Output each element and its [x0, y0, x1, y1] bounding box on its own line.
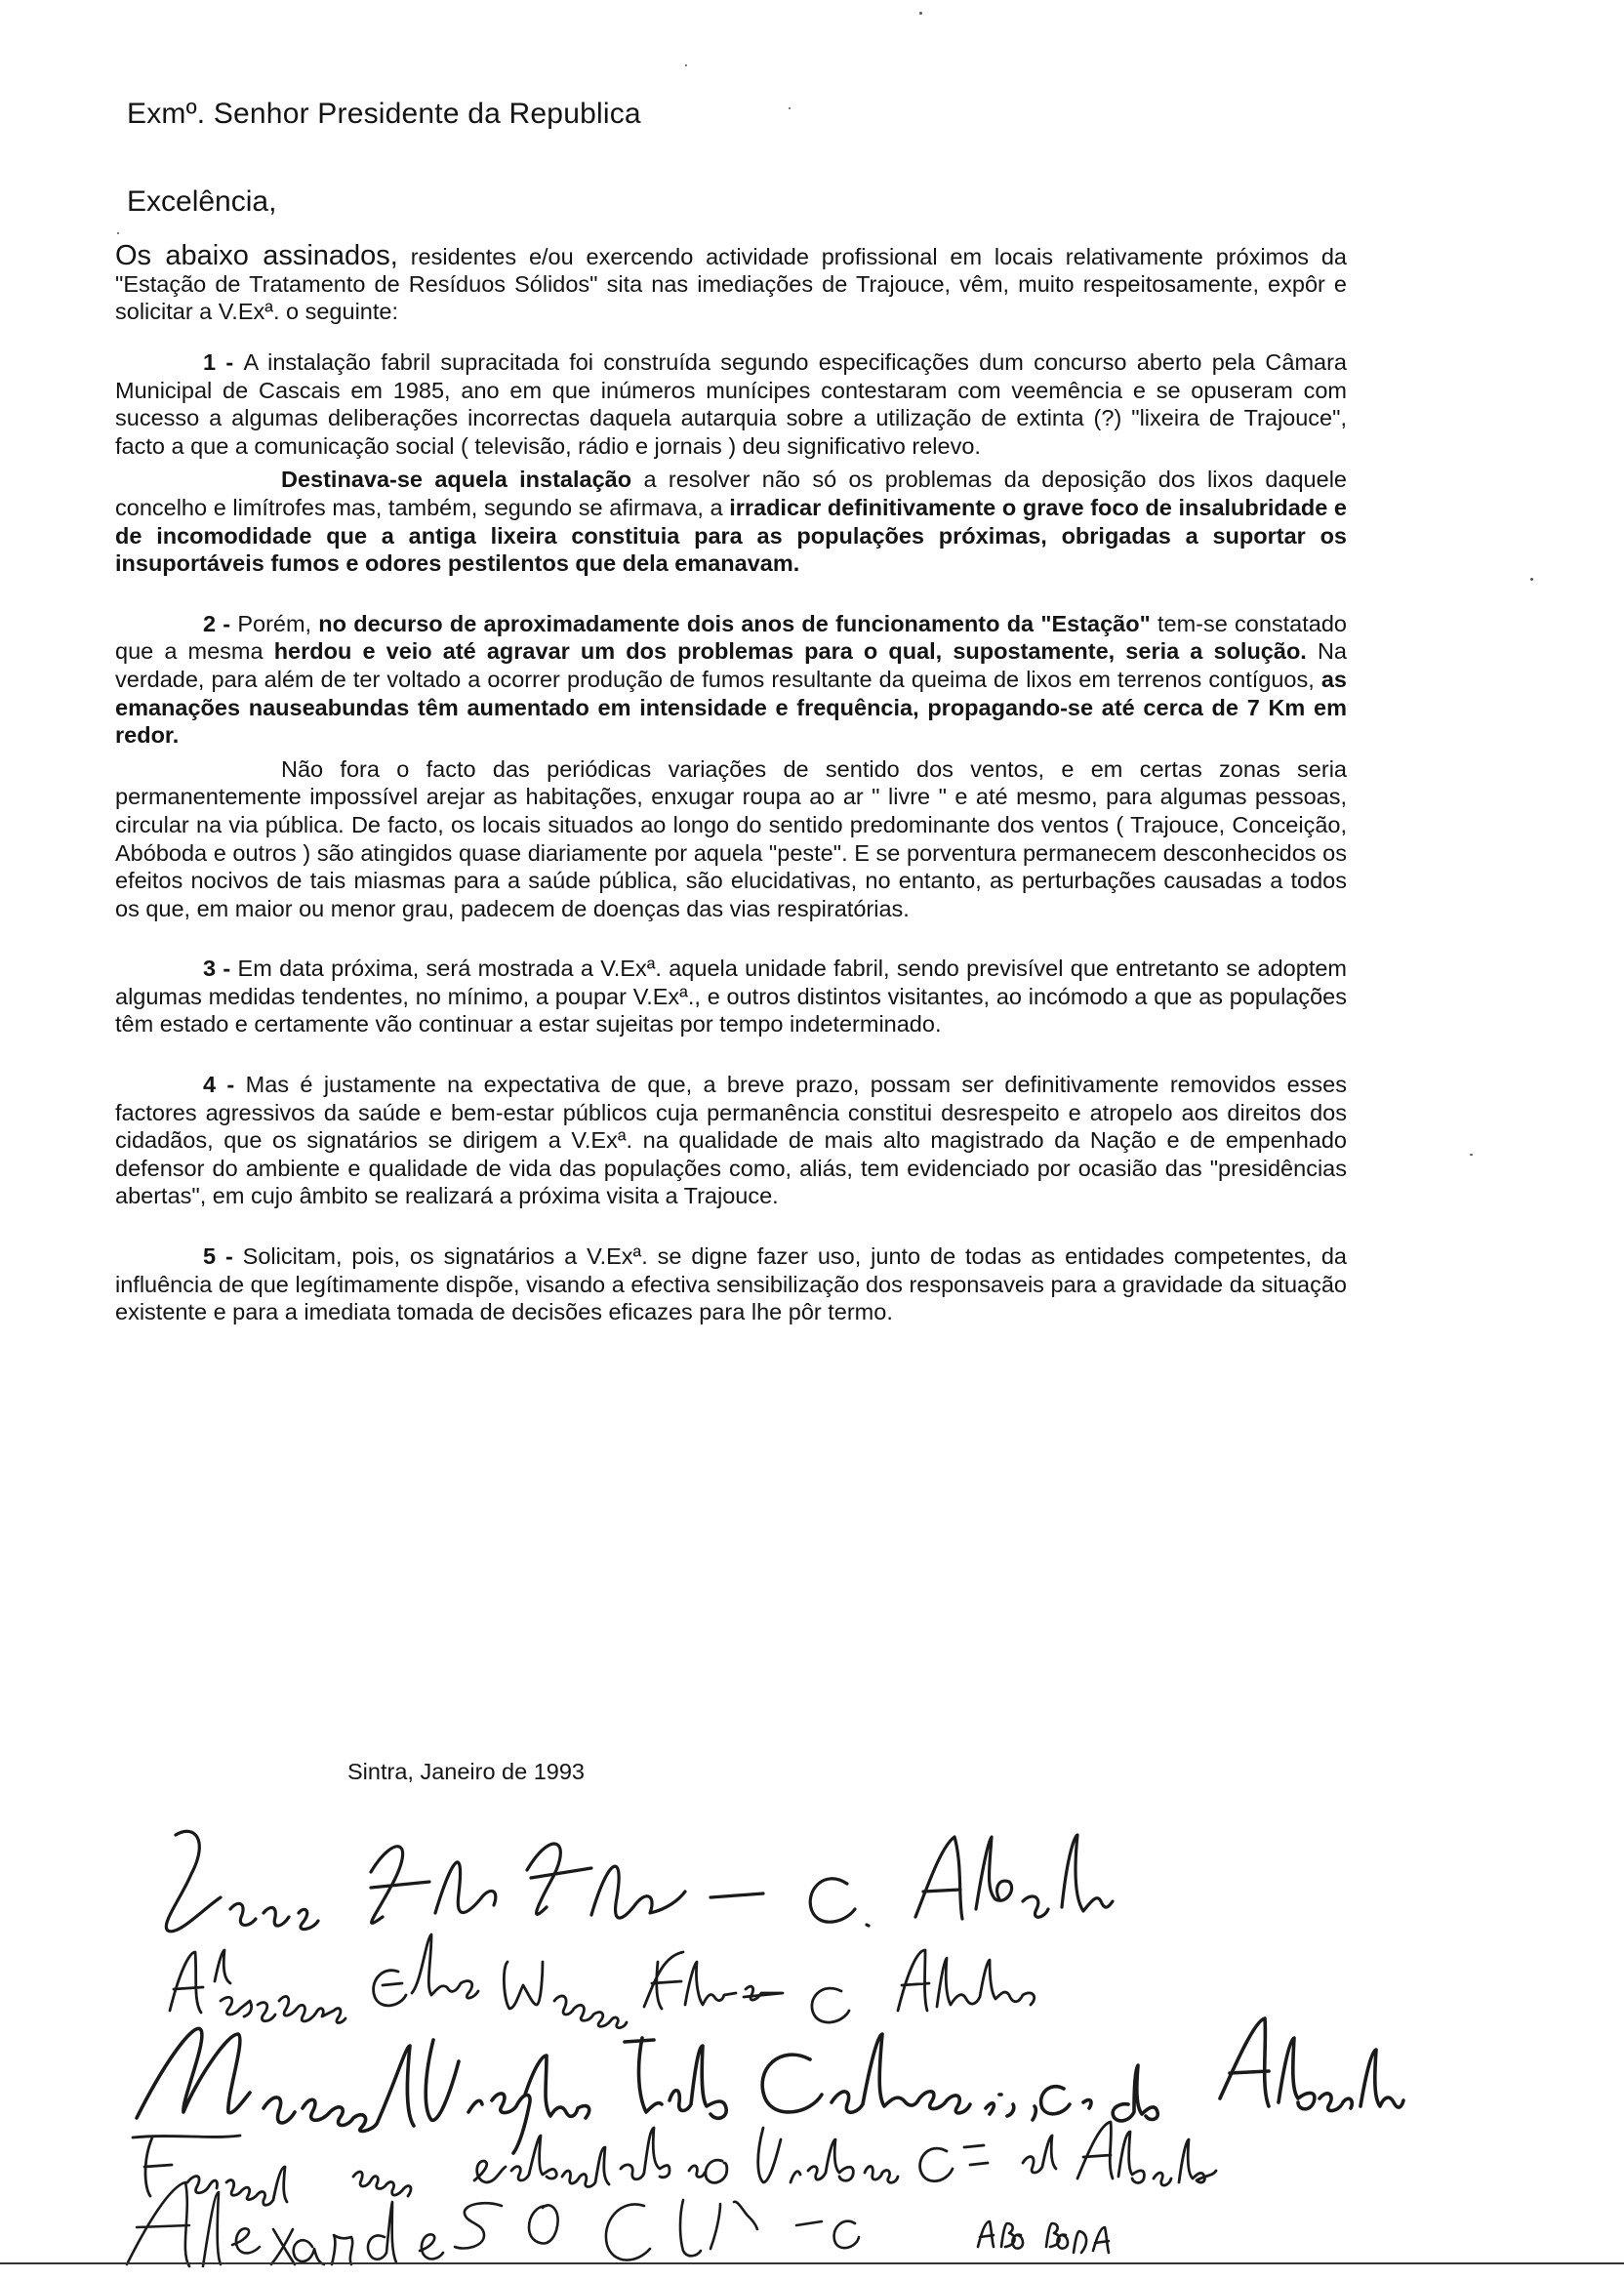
paragraph-5 — [115, 1242, 1347, 1326]
paragraph-4-number: 4 - — [203, 1072, 246, 1098]
signature-4 — [133, 2122, 1216, 2205]
paragraph-1-number: 1 - — [203, 349, 244, 375]
paragraph-1b-bold-1: Destinava-se aquela instalação — [281, 467, 632, 493]
paragraph-3-number: 3 - — [203, 956, 238, 982]
paragraph-3-text: Em data próxima, será mostrada a V.Exª. aquela unidade fabril, sendo previsível que entretanto se adoptem algumas medidas tendentes, no mínimo, a poupar V.Exª., e outros distintos visitantes, ao incómodo a que as populações têm estado e certamente vão continuar a estar sujeitas por tempo indeterminado. — [115, 956, 1347, 1038]
paragraph-2-bold-2: herdou e veio até agravar um dos problemas para o qual, supostamente, seria a solução. — [273, 638, 1307, 665]
paragraph-2b: Não fora o facto das periódicas variações de sentido dos ventos, e em certas zonas seria permanentemente impossível arejar as habitações, enxugar roupa ao ar " livre " e até mesmo, para algumas pessoas, circular na via pública. De facto, os locais situados ao longo do sentido predominante dos ventos ( Trajouce, Conceição, Abóboda e outros ) são atingidos quase diariamente por aquela "peste". E se porventura permanecem desconhecidos os efeitos nocivos de tais miasmas para a saúde pública, são elucidativas, no entanto, as perturbações causadas a todos os que, em maior ou menor grau, padecem de doenças das vias respiratórias. — [115, 755, 1347, 921]
paragraph-2-number: 2 - — [203, 610, 238, 636]
letter-dateline: Sintra, Janeiro de 1993 — [347, 1759, 585, 1784]
paragraph-1b — [115, 466, 1347, 577]
paragraph-2-text-2: tem-se constatado que a mesma — [115, 610, 1347, 665]
signature-block — [0, 1815, 1624, 2274]
signature-2 — [170, 1934, 1035, 2028]
paragraph-2-bold-1: no decurso de aproximadamente dois anos de funcionamento da "Estação" — [318, 610, 1151, 636]
paragraph-4-text: Mas é justamente na expectativa de que, a breve prazo, possam ser definitivamente removidos esses factores agressivos da saúde e bem-estar públicos cuja permanência constitui desrespeito e atropelo aos direitos dos cidadãos, que os signatários se dirigem a V.Exª. na qualidade de mais alto magistrado da Nação e de empenhado defensor do ambiente e qualidade de vida das populações como, aliás, tem evidenciado por ocasião das "presidências abertas", em cujo âmbito se realizará a próxima visita a Trajouce. — [115, 1072, 1347, 1209]
signature-1 — [166, 1831, 1113, 1932]
paragraph-3 — [115, 955, 1347, 1038]
intro-lead: Os abaixo assinados, — [115, 240, 398, 271]
paragraph-1b-text-1: a resolver não só os problemas da deposição dos lixos daquele concelho e limítrofes mas, também, segundo se afirmava, a — [115, 467, 1347, 520]
paragraph-1b-bold-2: irradicar definitivamente o grave foco de insalubridade e de incomodidade que a antiga lixeira constituia para as populações próximas, obrigadas a suportar os insuportáveis fumos e odores pestilentos que dela emanavam. — [115, 494, 1347, 577]
paragraph-2 — [115, 610, 1347, 750]
page-bottom-edge — [0, 2262, 1624, 2264]
paragraph-2-text-3: Na verdade, para além de ter voltado a ocorrer produção de fumos resultante da queima de lixos em terrenos contíguos, — [115, 638, 1347, 692]
paragraph-2-bold-3: as emanações nauseabundas têm aumentado em intensidade e frequência, propagando-se até cerca de 7 Km em redor. — [115, 666, 1347, 749]
intro-paragraph — [115, 242, 1347, 325]
handwritten-signatures — [0, 1815, 1624, 2274]
scan-speck — [1470, 1154, 1473, 1156]
letter-body — [115, 98, 1347, 1326]
letter-salutation: Exmº. Senhor Presidente da Republica — [127, 98, 641, 130]
paragraph-1-text: A instalação fabril supracitada foi construída segundo especificações dum concurso aberto pela Câmara Municipal de Cascais em 1985, ano em que inúmeros munícipes contestaram com veemência e se opuseram com sucesso a algumas deliberações incorrectas daquela autarquia sobre a utilização de extinta (?) "lixeira de Trajouce", facto a que a comunicação social ( televisão, rádio e jornais ) deu significativo relevo. — [115, 349, 1347, 459]
signature-3 — [137, 2018, 1403, 2153]
scan-speck — [685, 64, 687, 66]
letter-greeting: Excelência, — [127, 185, 277, 218]
paragraph-1 — [115, 348, 1347, 460]
scan-speck — [1530, 578, 1533, 581]
scan-speck — [919, 12, 922, 15]
paragraph-2-text-1: Porém, — [237, 610, 319, 636]
intro-text: residentes e/ou exercendo actividade profissional em locais relativamente próximos da "Estação de Tratamento de Resíduos Sólidos" sita nas imediações de Trajouce, vêm, muito respeitosamente, expôr e solicitar a V.Exª. o seguinte: — [115, 244, 1347, 324]
paragraph-4 — [115, 1071, 1347, 1210]
paragraph-5-text: Solicitam, pois, os signatários a V.Exª. se digne fazer uso, junto de todas as entidades competentes, da influência de que legítimamente dispõe, visando a efectiva sensibilização dos responsaveis para a gravidade da situação existente e para a imediata tomada de decisões eficazes para lhe pôr termo. — [115, 1243, 1347, 1325]
paragraph-5-number: 5 - — [203, 1243, 243, 1270]
